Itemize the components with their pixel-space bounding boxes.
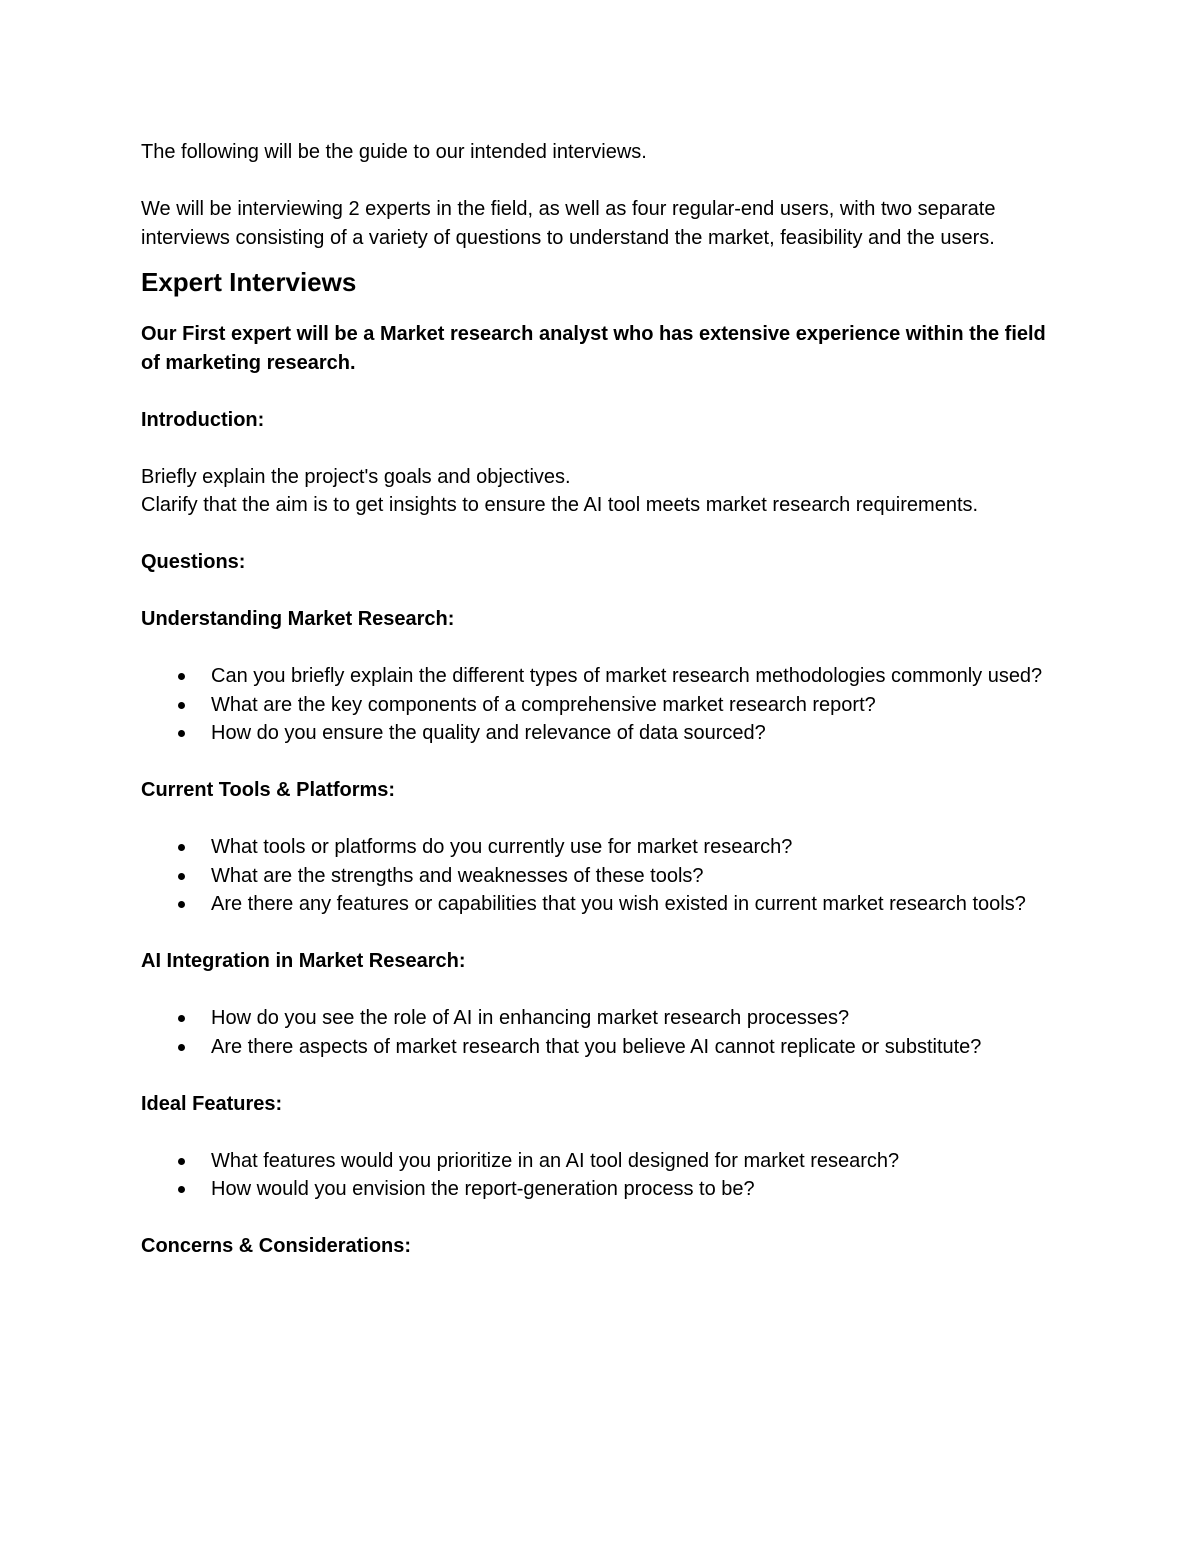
- document-page: [141, 138, 1061, 1261]
- first-expert-description: Our First expert will be a Market research analyst who has extensive experience within the field of marketing research.: [141, 323, 1046, 374]
- bullet-icon: [178, 901, 185, 908]
- bullet-icon: [178, 1186, 185, 1193]
- list-item: How do you ensure the quality and relevance of data sourced?: [141, 719, 1061, 748]
- introduction-line: Briefly explain the project's goals and objectives.: [141, 465, 571, 488]
- bullet-icon: [178, 1015, 185, 1022]
- section-heading-expert-interviews: Expert Interviews: [141, 267, 357, 297]
- questions-label: Questions:: [141, 551, 246, 573]
- list-item: What are the strengths and weaknesses of these tools?: [141, 862, 1061, 891]
- introduction-label: Introduction:: [141, 408, 265, 431]
- section-title: Concerns & Considerations:: [141, 1235, 412, 1257]
- question-list: [141, 833, 1061, 919]
- question-list: [141, 662, 1061, 748]
- list-item: What tools or platforms do you currently use for market research?: [141, 833, 1061, 862]
- bullet-icon: [178, 1044, 185, 1051]
- list-item: Are there aspects of market research that you believe AI cannot replicate or substitute?: [141, 1033, 1061, 1062]
- list-item: How do you see the role of AI in enhancing market research processes?: [141, 1004, 1061, 1033]
- bullet-icon: [178, 1158, 185, 1165]
- list-item: What are the key components of a comprehensive market research report?: [141, 691, 1061, 720]
- list-item: Can you briefly explain the different types of market research methodologies commonly used?: [141, 662, 1061, 691]
- section-title: AI Integration in Market Research:: [141, 950, 466, 972]
- list-item: How would you envision the report-generation process to be?: [141, 1175, 1061, 1204]
- question-list: [141, 1004, 1061, 1061]
- bullet-icon: [178, 730, 185, 737]
- list-item: What features would you prioritize in an AI tool designed for market research?: [141, 1147, 1061, 1176]
- list-item: Are there any features or capabilities that you wish existed in current market research tools?: [141, 890, 1061, 919]
- intro-line: The following will be the guide to our intended interviews.: [141, 141, 647, 163]
- intro-paragraph: We will be interviewing 2 experts in the field, as well as four regular-end users, with two separate interviews consisting of a variety of questions to understand the market, feasibility and the users.: [141, 198, 996, 249]
- bullet-icon: [178, 844, 185, 851]
- introduction-line: Clarify that the aim is to get insights to ensure the AI tool meets market research requirements.: [141, 494, 979, 516]
- section-title: Understanding Market Research:: [141, 608, 455, 630]
- section-title: Ideal Features:: [141, 1092, 283, 1115]
- bullet-icon: [178, 702, 185, 709]
- bullet-icon: [178, 673, 185, 680]
- section-title: Current Tools & Platforms:: [141, 779, 396, 801]
- question-list: [141, 1147, 1061, 1204]
- bullet-icon: [178, 873, 185, 880]
